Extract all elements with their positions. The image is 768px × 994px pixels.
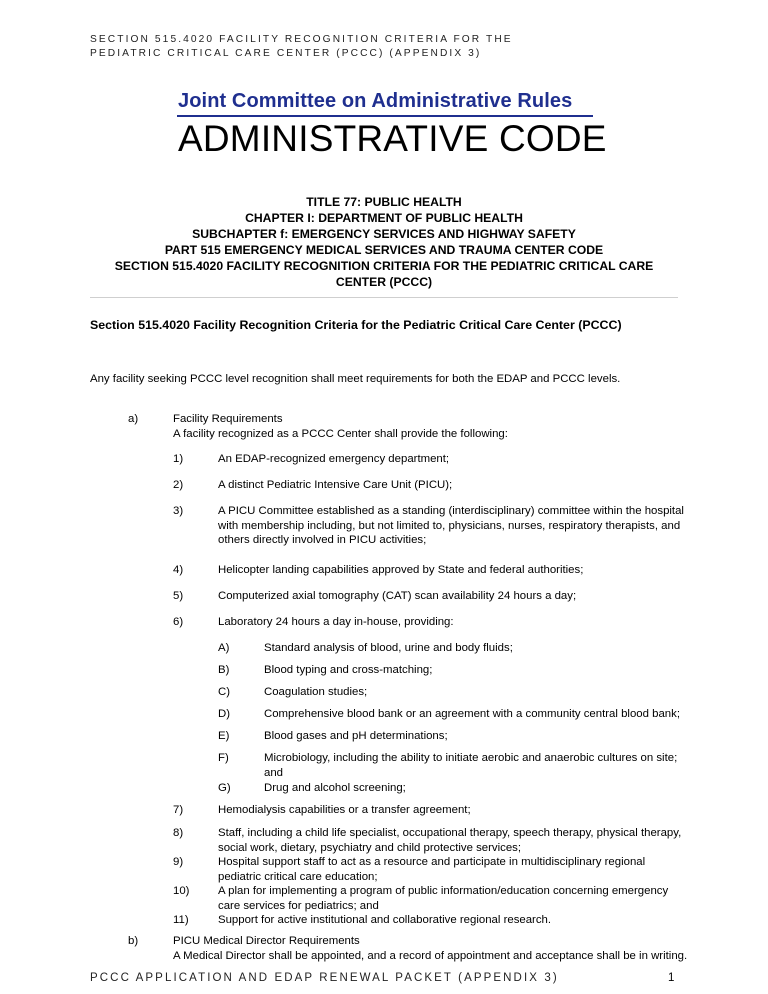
list-item-line: Staff, including a child life specialist, occupational therapy, speech therapy, physical therapy, <box>218 827 682 839</box>
list-item-line: Hemodialysis capabilities or a transfer agreement; <box>218 804 471 816</box>
list-item-line: An EDAP-recognized emergency department; <box>218 453 450 465</box>
list-item-line: care services for pediatrics; and <box>218 899 379 912</box>
list-item <box>218 589 576 604</box>
list-item <box>264 685 367 700</box>
title-line: PART 515 EMERGENCY MEDICAL SERVICES AND TRAUMA CENTER CODE <box>164 243 604 257</box>
list-item-number: D) <box>218 708 231 720</box>
list-item-line: and <box>264 766 284 779</box>
list-item <box>218 913 551 928</box>
list-item-number: B) <box>218 664 230 676</box>
list-item <box>218 478 452 493</box>
list-item-line: Microbiology, including the ability to initiate aerobic and anaerobic cultures on site; <box>264 752 678 764</box>
running-head-line-1: SECTION 515.4020 FACILITY RECOGNITION CRITERIA FOR THE <box>90 34 513 45</box>
horizontal-divider <box>90 297 678 298</box>
subsection-a-text <box>173 412 508 441</box>
list-item <box>264 751 677 780</box>
list-item-number: 6) <box>173 616 184 628</box>
list-item-number: 11) <box>173 914 189 926</box>
list-item-number: F) <box>218 752 229 764</box>
list-item-number: 1) <box>173 453 184 465</box>
list-item-line: A plan for implementing a program of public information/education concerning emergency <box>218 885 669 897</box>
list-item-line: social work, dietary, psychiatry and child protective services; <box>218 841 522 854</box>
list-item-line: pediatric critical care education; <box>218 870 378 883</box>
list-item-number: 8) <box>173 827 184 839</box>
list-item-number: 10) <box>173 885 190 897</box>
list-item-number: 9) <box>173 856 184 868</box>
list-item-line: Drug and alcohol screening; <box>264 782 406 794</box>
list-item-line: Laboratory 24 hours a day in-house, providing: <box>218 616 454 628</box>
list-item-line: Coagulation studies; <box>264 686 368 698</box>
list-item <box>264 729 448 744</box>
list-item-number: A) <box>218 642 230 654</box>
running-head <box>90 33 513 61</box>
list-item-number: C) <box>218 686 231 698</box>
running-head-line-2: PEDIATRIC CRITICAL CARE CENTER (PCCC) (APPENDIX 3) <box>90 48 482 59</box>
list-item <box>218 884 668 913</box>
list-item-line: Standard analysis of blood, urine and body fluids; <box>264 642 513 654</box>
list-item-line: A PICU Committee established as a standing (interdisciplinary) committee within the hospital <box>218 505 684 517</box>
subsection-heading: Facility Requirements <box>173 413 283 425</box>
list-item <box>264 641 513 656</box>
list-item-line: A distinct Pediatric Intensive Care Unit (PICU); <box>218 479 453 491</box>
section-heading: Section 515.4020 Facility Recognition Criteria for the Pediatric Critical Care Center (PCCC) <box>90 318 622 332</box>
subsection-b-text <box>173 934 687 963</box>
list-item-number: 3) <box>173 505 184 517</box>
list-item <box>218 855 645 884</box>
subsection-b-label: b) <box>128 935 139 947</box>
logo-underline <box>177 115 593 117</box>
subsection-text: A facility recognized as a PCCC Center shall provide the following: <box>173 427 508 440</box>
list-item <box>218 563 583 578</box>
intro-paragraph: Any facility seeking PCCC level recognition shall meet requirements for both the EDAP and PCCC levels. <box>90 373 621 385</box>
title-line: CHAPTER I: DEPARTMENT OF PUBLIC HEALTH <box>245 211 523 225</box>
list-item-line: Blood typing and cross-matching; <box>264 664 433 676</box>
list-item-line: others directly involved in PICU activities; <box>218 534 427 546</box>
jcar-logo-text: Joint Committee on Administrative Rules <box>178 90 573 112</box>
subsection-heading: PICU Medical Director Requirements <box>173 935 360 947</box>
list-item <box>218 615 454 630</box>
list-item-line: Computerized axial tomography (CAT) scan availability 24 hours a day; <box>218 590 577 602</box>
list-item-line: Support for active institutional and collaborative regional research. <box>218 914 552 926</box>
title-block <box>60 194 708 290</box>
list-item <box>218 826 681 855</box>
list-item-line: Hospital support staff to act as a resource and participate in multidisciplinary regional <box>218 856 646 868</box>
title-line: CENTER (PCCC) <box>335 275 433 289</box>
page-number: 1 <box>668 972 675 984</box>
list-item-number: 7) <box>173 804 184 816</box>
list-item-number: 2) <box>173 479 184 491</box>
subsection-text: A Medical Director shall be appointed, and a record of appointment and acceptance shall be in writing. <box>173 949 688 962</box>
list-item <box>264 707 680 722</box>
subsection-a-label: a) <box>128 413 139 425</box>
list-item-number: E) <box>218 730 230 742</box>
list-item <box>264 781 406 796</box>
list-item-line: Comprehensive blood bank or an agreement with a community central blood bank; <box>264 708 680 720</box>
list-item-line: Helicopter landing capabilities approved by State and federal authorities; <box>218 564 584 576</box>
list-item <box>218 452 449 467</box>
title-line: TITLE 77: PUBLIC HEALTH <box>306 195 462 209</box>
page-footer: PCCC APPLICATION AND EDAP RENEWAL PACKET (APPENDIX 3) <box>90 972 559 984</box>
list-item-number: 5) <box>173 590 184 602</box>
administrative-code-title: ADMINISTRATIVE CODE <box>178 118 607 159</box>
list-item-number: 4) <box>173 564 184 576</box>
list-item-number: G) <box>218 782 231 794</box>
list-item <box>218 504 684 548</box>
list-item <box>218 803 471 818</box>
title-line: SUBCHAPTER f: EMERGENCY SERVICES AND HIGHWAY SAFETY <box>192 227 576 241</box>
title-line: SECTION 515.4020 FACILITY RECOGNITION CRITERIA FOR THE PEDIATRIC CRITICAL CARE <box>114 259 654 273</box>
list-item <box>264 663 432 678</box>
list-item-line: Blood gases and pH determinations; <box>264 730 448 742</box>
list-item-line: with membership including, but not limited to, physicians, nurses, respiratory therapists, and <box>218 519 681 532</box>
